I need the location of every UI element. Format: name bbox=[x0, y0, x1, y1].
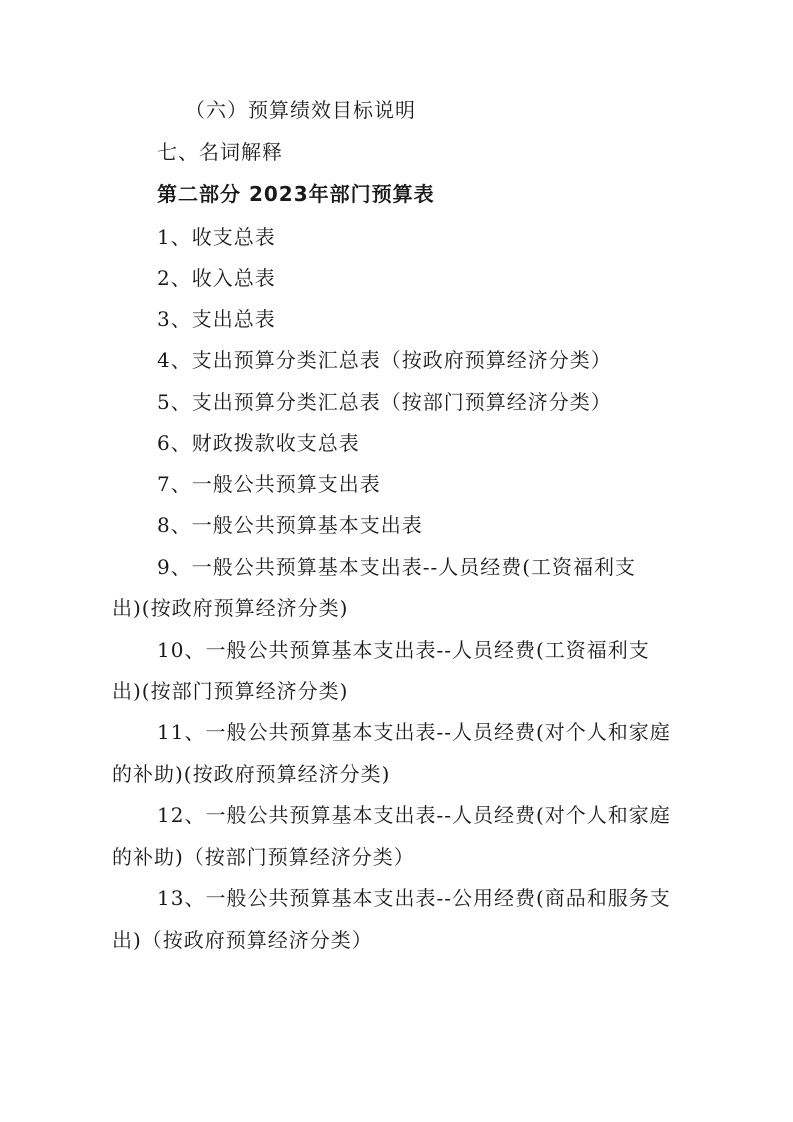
list-item-13-line-1: 13、一般公共预算基本支出表--公用经费(商品和服务支 bbox=[157, 886, 671, 910]
list-item-9-line-1: 9、一般公共预算基本支出表--人员经费(工资福利支 bbox=[157, 555, 637, 579]
list-item-4: 4、支出预算分类汇总表（按政府预算经济分类） bbox=[157, 348, 612, 372]
list-item-9-line-2: 出)(按政府预算经济分类) bbox=[112, 596, 349, 620]
list-item-10-line-2: 出)(按部门预算经济分类) bbox=[112, 679, 349, 703]
list-item-8: 8、一般公共预算基本支出表 bbox=[157, 513, 423, 537]
section-glossary: 七、名词解释 bbox=[157, 140, 283, 164]
list-item-12-line-1: 12、一般公共预算基本支出表--人员经费(对个人和家庭 bbox=[157, 803, 671, 827]
section-budget-performance-goals: （六）预算绩效目标说明 bbox=[185, 98, 416, 122]
list-item-5: 5、支出预算分类汇总表（按部门预算经济分类） bbox=[157, 390, 612, 414]
list-item-1: 1、收支总表 bbox=[157, 225, 276, 249]
list-item-13-line-2: 出)（按政府预算经济分类） bbox=[112, 928, 373, 952]
list-item-11-line-2: 的补助)(按政府预算经济分类) bbox=[112, 762, 391, 786]
list-item-6: 6、财政拨款收支总表 bbox=[157, 431, 360, 455]
list-item-12-line-2: 的补助)（按部门预算经济分类） bbox=[112, 845, 415, 869]
list-item-11-line-1: 11、一般公共预算基本支出表--人员经费(对个人和家庭 bbox=[157, 720, 671, 744]
part-two-heading: 第二部分 2023年部门预算表 bbox=[157, 182, 435, 206]
list-item-10-line-1: 10、一般公共预算基本支出表--人员经费(工资福利支 bbox=[157, 638, 650, 662]
list-item-7: 7、一般公共预算支出表 bbox=[157, 472, 381, 496]
list-item-3: 3、支出总表 bbox=[157, 307, 276, 331]
list-item-2: 2、收入总表 bbox=[157, 266, 276, 290]
